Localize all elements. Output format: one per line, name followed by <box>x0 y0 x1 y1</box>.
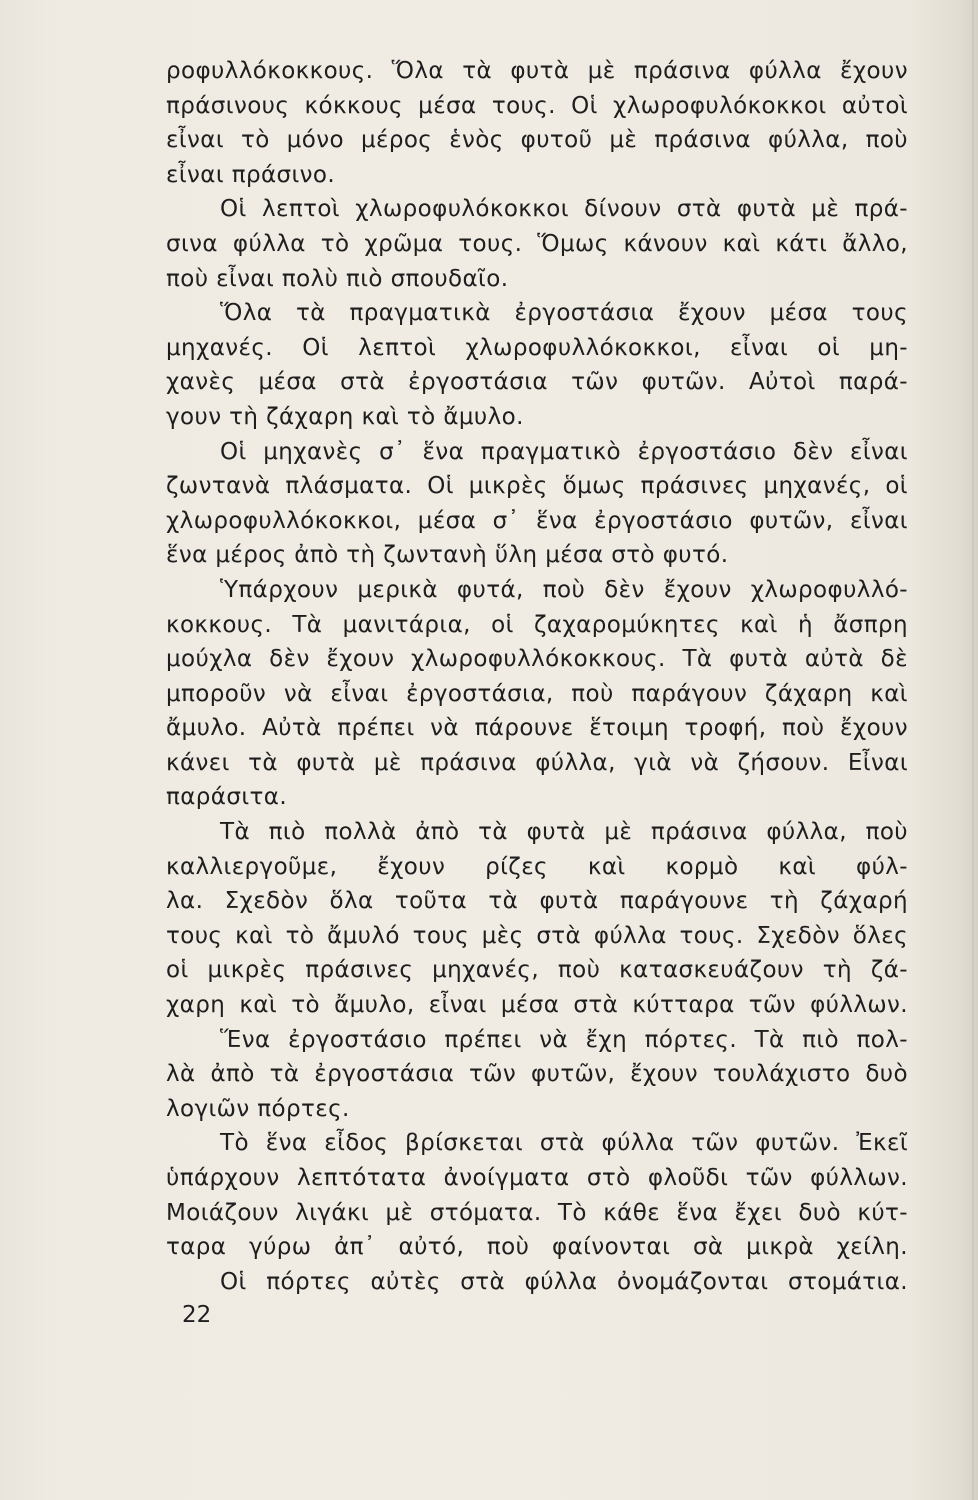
page-number: 22 <box>182 1302 212 1328</box>
text-line: Τὰ πιὸ πολλὰ ἀπὸ τὰ φυτὰ μὲ πράσινα φύλλα, ποὺ <box>220 819 908 846</box>
text-line: οἱ μικρὲς πράσινες μηχανές, ποὺ κατασκευάζουν τὴ ζά- <box>166 957 908 984</box>
text-line: λογιῶν πόρτες. <box>166 1095 350 1122</box>
text-line: σινα φύλλα τὸ χρῶμα τους. Ὅμως κάνουν καὶ κάτι ἄλλο, <box>166 230 908 257</box>
text-line: ἕνα μέρος ἀπὸ τὴ ζωντανὴ ὕλη μέσα στὸ φυτό. <box>166 542 729 569</box>
text-line: χανὲς μέσα στὰ ἐργοστάσια τῶν φυτῶν. Αὐτοὶ παρά- <box>166 369 908 396</box>
text-line: ροφυλλόκοκκους. Ὅλα τὰ φυτὰ μὲ πράσινα φύλλα ἔχουν <box>166 58 908 84</box>
text-line: μποροῦν νὰ εἶναι ἐργοστάσια, ποὺ παράγουν ζάχαρη καὶ <box>166 680 908 707</box>
text-line: πράσινους κόκκους μέσα τους. Οἱ χλωροφυλόκοκκοι αὐτοὶ <box>166 92 908 119</box>
text-line: εἶναι πράσινο. <box>166 161 336 188</box>
text-line: λὰ ἀπὸ τὰ ἐργοστάσια τῶν φυτῶν, ἔχουν τουλάχιστο δυὸ <box>166 1061 908 1088</box>
text-line: τους καὶ τὸ ἄμυλό τους μὲς στὰ φύλλα τους. Σχεδὸν ὅλες <box>166 922 908 949</box>
text-line: παράσιτα. <box>166 784 288 811</box>
text-line: λα. Σχεδὸν ὅλα τοῦτα τὰ φυτὰ παράγουνε τὴ ζάχαρή <box>166 888 908 915</box>
text-line: Ἕνα ἐργοστάσιο πρέπει νὰ ἔχη πόρτες. Τὰ πιὸ πολ- <box>220 1026 908 1053</box>
text-line: Οἱ λεπτοὶ χλωροφυλόκοκκοι δίνουν στὰ φυτὰ μὲ πρά- <box>220 196 908 223</box>
text-line: Μοιάζουν λιγάκι μὲ στόματα. Τὸ κάθε ἕνα ἔχει δυὸ κύτ- <box>166 1199 908 1226</box>
body-text <box>166 54 908 1299</box>
text-line: καλλιεργοῦμε, ἔχουν ρίζες καὶ κορμὸ καὶ φύλ- <box>166 853 908 880</box>
text-line: εἶναι τὸ μόνο μέρος ἑνὸς φυτοῦ μὲ πράσινα φύλλα, ποὺ <box>166 127 908 154</box>
text-line: κάνει τὰ φυτὰ μὲ πράσινα φύλλα, γιὰ νὰ ζήσουν. Εἶναι <box>166 749 908 776</box>
text-line: ποὺ εἶναι πολὺ πιὸ σπουδαῖο. <box>166 265 509 292</box>
text-line: γουν τὴ ζάχαρη καὶ τὸ ἄμυλο. <box>166 403 524 430</box>
page-edge <box>972 0 974 1500</box>
text-line: Ὅλα τὰ πραγματικὰ ἐργοστάσια ἔχουν μέσα τους <box>220 300 908 327</box>
text-line: χλωροφυλλόκοκκοι, μέσα σ᾽ ἕνα ἐργοστάσιο φυτῶν, εἶναι <box>166 507 908 534</box>
text-line: Οἱ μηχανὲς σ᾽ ἕνα πραγματικὸ ἐργοστάσιο δὲν εἶναι <box>220 438 908 465</box>
text-line: Οἱ πόρτες αὐτὲς στὰ φύλλα ὀνομάζονται στομάτια. <box>220 1268 908 1295</box>
text-line: ταρα γύρω ἀπ᾽ αὐτό, ποὺ φαίνονται σὰ μικρὰ χείλη. <box>166 1234 908 1261</box>
text-line: κοκκους. Τὰ μανιτάρια, οἱ ζαχαρομύκητες καὶ ἡ ἄσπρη <box>166 611 908 638</box>
text-line: ζωντανὰ πλάσματα. Οἱ μικρὲς ὅμως πράσινες μηχανές, οἱ <box>166 473 908 500</box>
text-line: ἄμυλο. Αὐτὰ πρέπει νὰ πάρουνε ἕτοιμη τροφή, ποὺ ἔχουν <box>166 715 908 742</box>
text-line: χαρη καὶ τὸ ἄμυλο, εἶναι μέσα στὰ κύτταρα τῶν φύλλων. <box>166 992 908 1019</box>
text-line: μηχανές. Οἱ λεπτοὶ χλωροφυλλόκοκκοι, εἶναι οἱ μη- <box>166 334 908 361</box>
text-line: Ὑπάρχουν μερικὰ φυτά, ποὺ δὲν ἔχουν χλωροφυλλό- <box>220 576 908 603</box>
text-line: μούχλα δὲν ἔχουν χλωροφυλλόκοκκους. Τὰ φυτὰ αὐτὰ δὲ <box>166 646 908 673</box>
text-line: Τὸ ἕνα εἶδος βρίσκεται στὰ φύλλα τῶν φυτῶν. Ἐκεῖ <box>220 1130 908 1157</box>
text-line: ὑπάρχουν λεπτότατα ἀνοίγματα στὸ φλοῦδι τῶν φύλλων. <box>166 1165 908 1191</box>
